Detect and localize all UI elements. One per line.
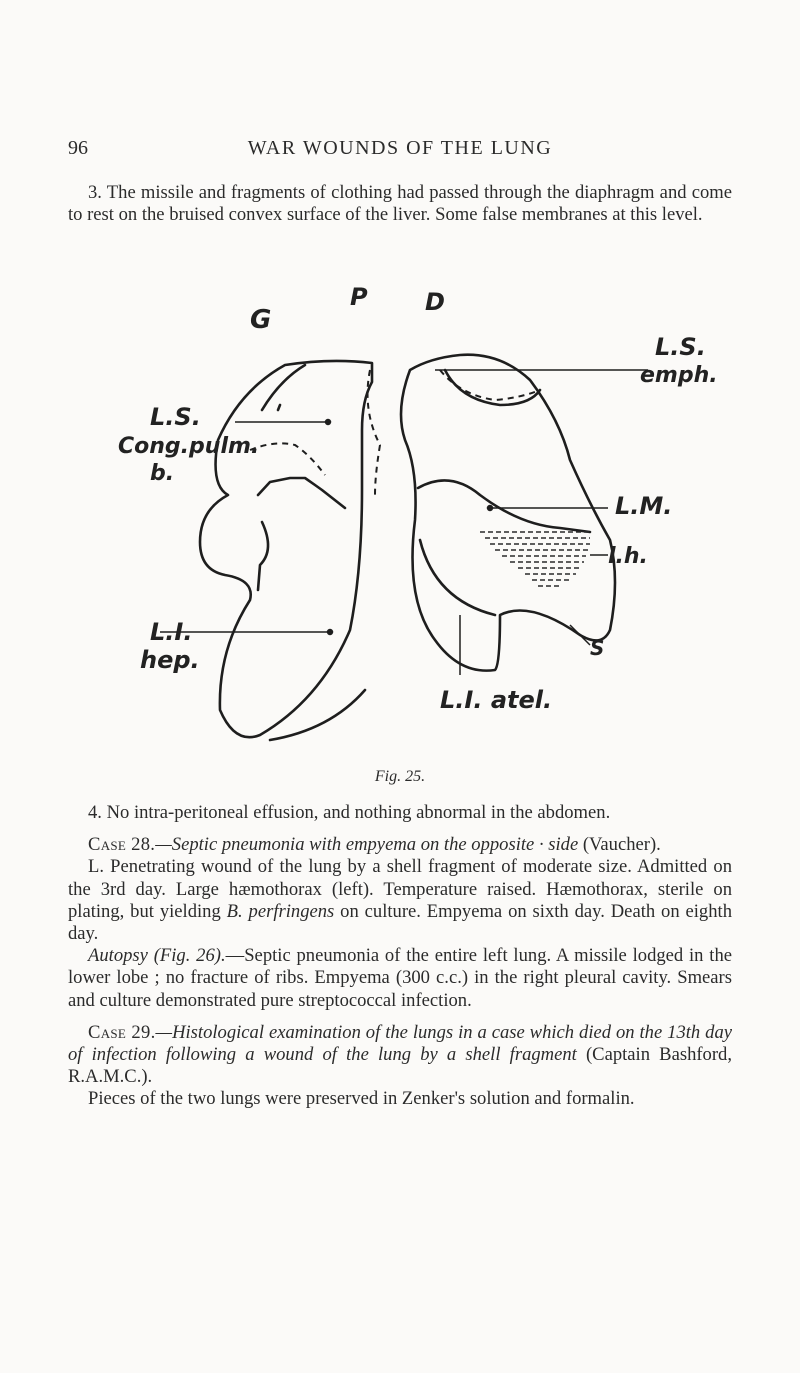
- case-28-source: (Vaucher).: [582, 834, 661, 856]
- autopsy-label: Autopsy: [88, 945, 148, 967]
- autopsy-text: —Septic pneumonia of the entire left lung. A missile lodged in the lower lobe ; no fracture of ribs. Empyema (300 c.c.) in the right pleural cavity. Smears and culture demonstrated pure streptococcal infection.: [68, 945, 732, 1011]
- label-D: D: [425, 288, 445, 316]
- effusion-hatching: [480, 532, 590, 586]
- case-29-text: Pieces of the two lungs were preserved in Zenker's solution and formalin.: [88, 1088, 635, 1110]
- label-lm: L.M.: [615, 492, 673, 520]
- case-29-heading: [68, 1022, 732, 1089]
- case-28-label: Case 28.: [88, 834, 156, 856]
- para-3-text: 3. The missile and fragments of clothing had passed through the diaphragm and come to rest on the bruised convex surface of the liver. Some false membranes at this level.: [68, 182, 732, 226]
- main-text: [68, 802, 732, 1111]
- label-G: G: [250, 305, 272, 335]
- case-28-organism: B. perfringens: [226, 900, 335, 922]
- case-29-title-a: —Histological examination of the lungs in a case which died on the: [155, 1021, 668, 1043]
- left-upper-lobe-line: [262, 365, 305, 410]
- label-li-hep-2: hep.: [140, 646, 200, 674]
- lung-diagram: [100, 270, 718, 770]
- label-li-atel: L.I. atel.: [440, 686, 553, 714]
- case-29-source: (Captain Bashford, R.A.M.C.).: [68, 1044, 732, 1088]
- case-29-title-b: day of infection following a wound of the lung by a shell fragment: [68, 1021, 732, 1066]
- label-ls-cong-2: Cong.pulm.: [118, 434, 260, 459]
- left-lung-fissure: [258, 522, 268, 590]
- page-header: [68, 137, 732, 167]
- case-28-heading: [68, 834, 732, 856]
- left-lung-outline: [200, 361, 372, 737]
- label-lh: l.h.: [608, 544, 648, 569]
- right-lower-lobe-line: [420, 540, 495, 615]
- label-s: S: [590, 636, 605, 660]
- dashed-line-left: [250, 443, 325, 475]
- case-29-label: Case 29.: [88, 1021, 156, 1043]
- label-ls-emph-2: emph.: [640, 363, 718, 388]
- figure-caption: Fig. 25.: [374, 768, 426, 785]
- case-28-text: L. Penetrating wound of the lung by a shell fragment of moderate size. Admitted on the 3rd day. Large hæmothorax (left). Temperature raised. Hæmothorax, sterile on plating, but yielding: [68, 856, 732, 922]
- right-lung-fissure: [418, 480, 590, 532]
- para-4: 4. No intra-peritoneal effusion, and nothing abnormal in the abdomen.: [88, 802, 611, 823]
- case-29-title-13th: 13th: [667, 1021, 701, 1043]
- left-lung-inner-line: [258, 478, 345, 508]
- running-title: WAR WOUNDS OF THE LUNG: [247, 137, 553, 159]
- page-number: 96: [68, 137, 88, 159]
- label-ls-cong-3: b.: [150, 461, 175, 486]
- label-li-hep-1: L.I.: [150, 618, 193, 646]
- label-ls-emph-1: L.S.: [655, 333, 706, 361]
- case-28-text-2: on culture. Empyema on sixth day. Death on eighth day.: [68, 900, 732, 945]
- paragraph-3: [68, 182, 732, 226]
- left-lower-sac: [270, 690, 365, 740]
- case-28-title: —Septic pneumonia with empyema on the opposite · side: [155, 834, 579, 856]
- case-28-body: [68, 856, 732, 945]
- autopsy-fig-ref: (Fig. 26).: [153, 945, 226, 967]
- label-ls-cong-1: L.S.: [150, 403, 201, 431]
- label-P: P: [350, 283, 368, 311]
- pointer-s: [570, 625, 590, 645]
- figure-25: [100, 270, 718, 770]
- autopsy-paragraph: [68, 945, 732, 1012]
